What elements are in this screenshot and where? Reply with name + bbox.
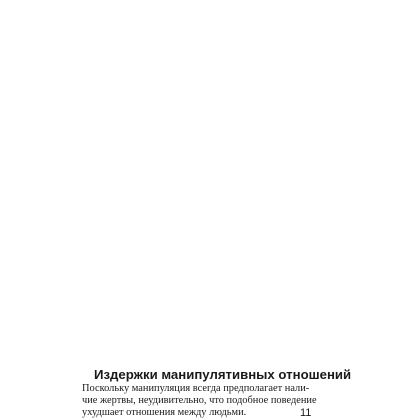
page-number: 11 <box>300 407 312 419</box>
final-line: чие жертвы, неудивительно, что подобное поведение <box>82 395 317 406</box>
final-line: ухудшает отношения между людьми. <box>82 407 247 418</box>
section-heading: Издержки манипулятивных отношений <box>94 367 352 382</box>
final-line: Поскольку манипуляция всегда предполагает нали- <box>82 383 310 394</box>
